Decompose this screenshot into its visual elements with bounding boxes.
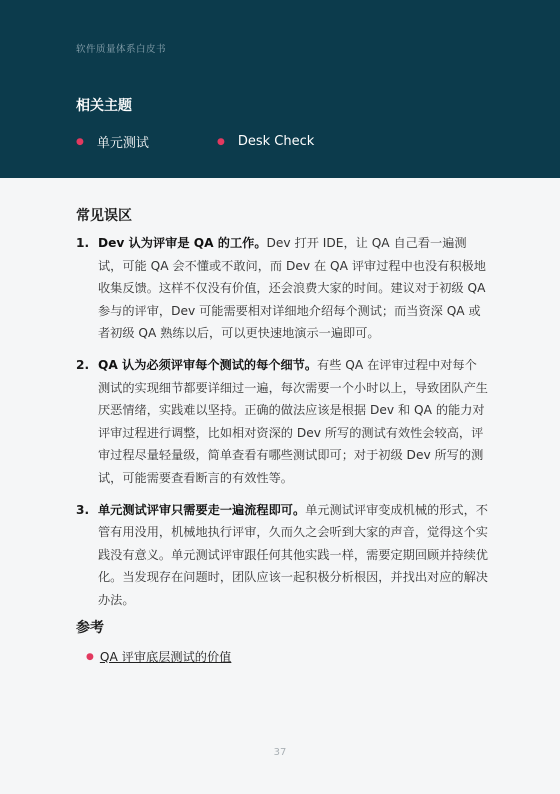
- related-topics-list: [76, 132, 314, 151]
- reference-link[interactable]: QA 评审底层测试的价值: [99, 650, 232, 664]
- pitfall-item: [76, 354, 488, 490]
- pitfall-item: [76, 499, 488, 612]
- header-band: [0, 0, 560, 178]
- pitfall-lead: 单元测试评审只需要走一遍流程即可。: [98, 502, 306, 517]
- pitfall-text: Dev 打开 IDE，让 QA 自己看一遍测试，可能 QA 会不懂或不敢问，而 Dev 在 QA 评审过程中也没有积极地收集反馈。这样不仅没有价值，还会浪费大家的时间。建议对于初级 QA 参与的评审，Dev 可能需要相对详细地介绍每个测试；而当资深 QA 或者初级 QA 熟练以后，可以更快速地演示一遍即可。: [98, 236, 486, 341]
- references-title: 参考: [76, 620, 104, 636]
- pitfall-lead: Dev 认为评审是 QA 的工作。: [98, 236, 267, 250]
- bullet-icon: ●: [76, 136, 84, 147]
- pitfall-lead: QA 认为必须评审每个测试的每个细节。: [98, 357, 318, 372]
- reference-item: [86, 648, 231, 665]
- pitfalls-list: [76, 232, 488, 621]
- pitfalls-title: 常见误区: [76, 208, 132, 224]
- references-list: [86, 648, 231, 665]
- pitfall-number: 2.: [76, 357, 90, 372]
- pitfall-item: [76, 232, 488, 345]
- running-head: 软件质量体系白皮书: [76, 44, 167, 55]
- pitfall-number: 1.: [76, 236, 90, 250]
- pitfall-number: 3.: [76, 502, 90, 517]
- related-topic-label: Desk Check: [237, 134, 315, 149]
- related-topic-label: 单元测试: [96, 136, 149, 151]
- bullet-icon: ●: [217, 136, 225, 147]
- bullet-icon: ●: [86, 651, 94, 662]
- pitfall-text: 有些 QA 在评审过程中对每个测试的实现细节都要详细过一遍，每次需要一个小时以上，导致团队产生厌恶情绪，实践难以坚持。正确的做法应该是根据 Dev 和 QA 的能力对评审过程进行调整，比如相对资深的 Dev 所写的测试有效性会较高，评审过程尽量轻量级，简单查看有哪些测试即可；对于初级 Dev 所写的测试，可能需要查看断言的有效性等。: [98, 357, 488, 485]
- related-topic-desk-check[interactable]: [217, 132, 314, 151]
- page-number: 37: [273, 747, 287, 758]
- related-topics-title: 相关主题: [76, 98, 132, 114]
- pitfall-text: 单元测试评审变成机械的形式，不管有用没用，机械地执行评审，久而久之会听到大家的声音，觉得这个实践没有意义。单元测试评审跟任何其他实践一样，需要定期回顾并持续优化。当发现存在问题时，团队应该一起积极分析根因，并找出对应的解决办法。: [98, 502, 488, 607]
- related-topic-unit-test[interactable]: [76, 132, 217, 151]
- pitfall-body: [98, 232, 488, 345]
- pitfall-body: [98, 499, 488, 612]
- pitfall-body: [98, 354, 488, 490]
